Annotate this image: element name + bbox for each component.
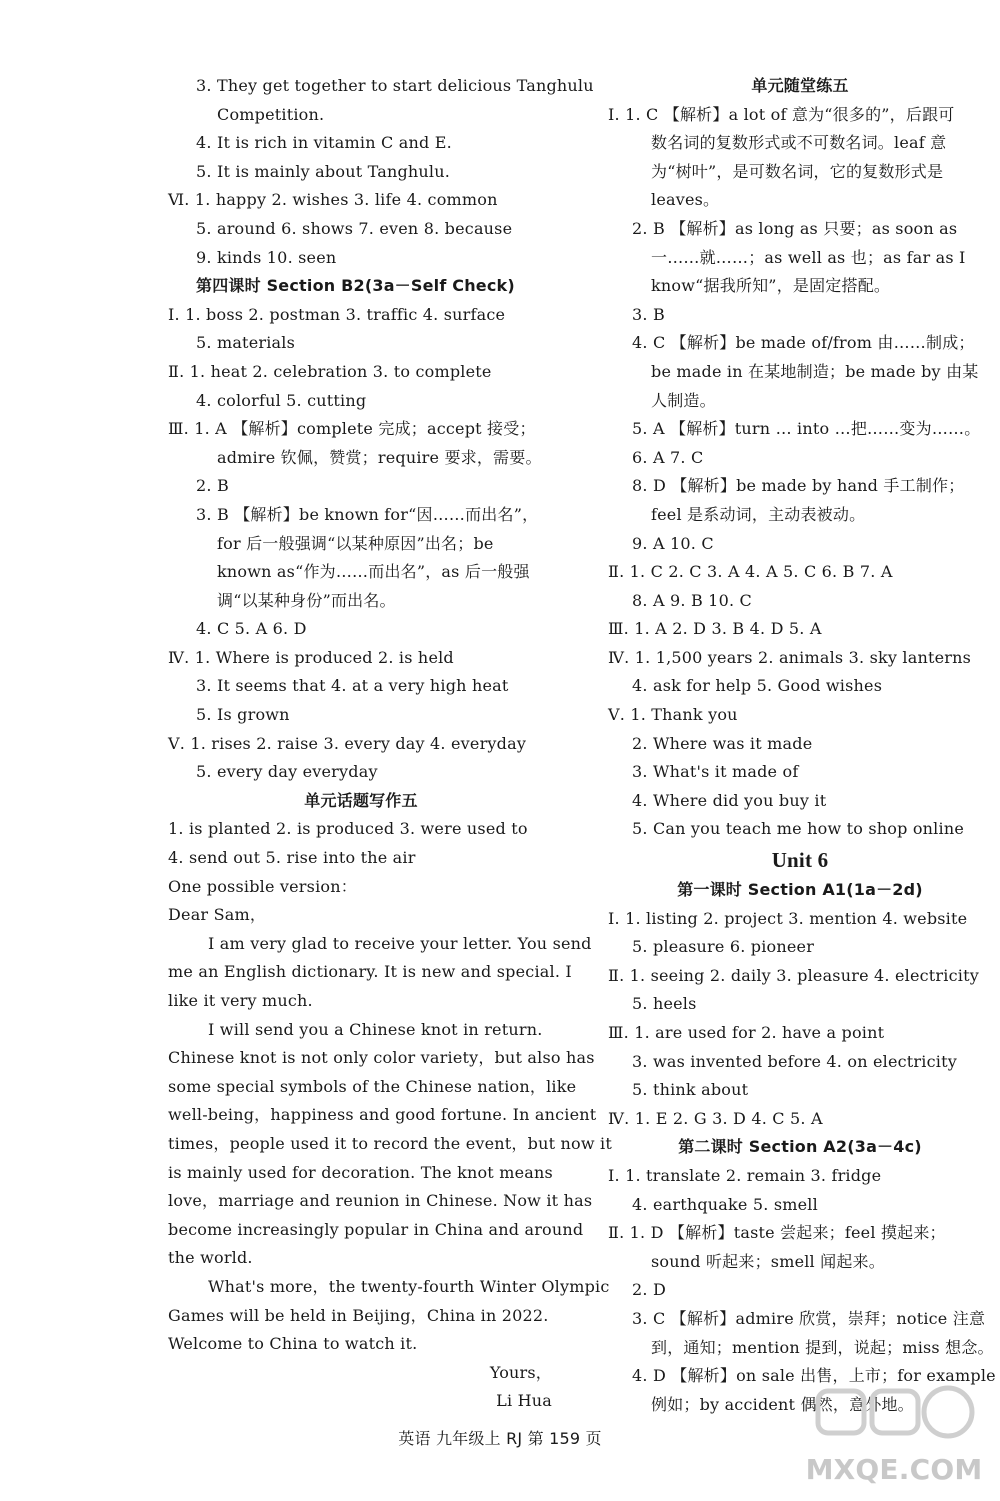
right-column-line: Ⅳ. 1. 1,500 years 2. animals 3. sky lanterns [608, 647, 972, 667]
left-column-line: is mainly used for decoration. The knot means [168, 1162, 553, 1182]
left-column-line: 3. It seems that 4. at a very high heat [196, 676, 509, 696]
left-column-line: I will send you a Chinese knot in return. [208, 1019, 543, 1039]
left-column-line: Dear Sam， [168, 905, 267, 925]
right-column-line: know“据我所知”，是固定搭配。 [651, 276, 891, 296]
right-column-line: 单元随堂练五 [751, 76, 849, 95]
left-column-line: Ⅰ. 1. boss 2. postman 3. traffic 4. surface [168, 304, 506, 324]
right-column-line: 3. What's it made of [632, 762, 799, 782]
left-column-line: times，people used it to record the event，but now it [168, 1133, 612, 1153]
left-column-line: Competition. [217, 104, 325, 124]
left-column-line: Ⅵ. 1. happy 2. wishes 3. life 4. common [168, 190, 498, 210]
left-column-line: 5. around 6. shows 7. even 8. because [196, 218, 513, 238]
left-column-line: Welcome to China to watch it. [168, 1334, 418, 1354]
right-column-line: 8. A 9. B 10. C [632, 590, 752, 610]
right-column-line: 数名词的复数形式或不可数名词。leaf 意 [651, 133, 947, 153]
page-footer: 英语 九年级上 RJ 第 159 页 [398, 1429, 602, 1448]
right-column-line: 5. think about [632, 1080, 749, 1100]
right-column-line: Ⅱ. 1. D 【解析】taste 尝起来；feel 摸起来； [608, 1223, 946, 1243]
right-column-line: Ⅰ. 1. listing 2. project 3. mention 4. website [608, 908, 968, 928]
left-column-line: Chinese knot is not only color variety，but also has [168, 1048, 595, 1068]
right-column-line: 4. D 【解析】on sale 出售，上市；for example [632, 1366, 996, 1386]
left-column-line: become increasingly popular in China and around [168, 1219, 584, 1239]
right-column-line: 5. heels [632, 994, 697, 1014]
left-column-line: 2. B [196, 476, 229, 496]
left-column-line: love，marriage and reunion in Chinese. Now it has [168, 1191, 593, 1211]
left-column-line: Ⅲ. 1. A 【解析】complete 完成；accept 接受； [168, 419, 536, 439]
left-column-line: Ⅳ. 1. Where is produced 2. is held [168, 647, 454, 667]
right-column-line: 第二课时 Section A2(3a－4c) [678, 1137, 922, 1157]
left-column-line: Li Hua [496, 1391, 552, 1411]
left-column-line: 第四课时 Section B2(3a－Self Check) [196, 276, 515, 296]
right-column [608, 72, 996, 1419]
right-column-line: 第一课时 Section A1(1a－2d) [677, 880, 923, 900]
right-column-line: leaves。 [651, 190, 720, 210]
left-column-line: 4. send out 5. rise into the air [168, 848, 416, 868]
right-column-line: Ⅳ. 1. E 2. G 3. D 4. C 5. A [608, 1108, 823, 1128]
right-column-line: 4. earthquake 5. smell [632, 1194, 818, 1214]
left-column-line: 9. kinds 10. seen [196, 247, 337, 267]
right-column-line: Ⅴ. 1. Thank you [608, 705, 738, 725]
left-column-line: like it very much. [168, 991, 313, 1010]
right-column-line: 人制造。 [651, 390, 716, 410]
left-column-line: for 后一般强调“以某种原因”出名；be [217, 533, 494, 553]
left-column-line: 5. It is mainly about Tanghulu. [196, 161, 451, 181]
right-column-line: 4. C 【解析】be made of/from 由……制成； [632, 333, 975, 353]
watermark-text: MXQE.COM [805, 1453, 983, 1486]
left-column-line: What's more，the twenty-fourth Winter Olympic [208, 1276, 610, 1296]
left-column-line: 4. C 5. A 6. D [196, 619, 307, 639]
right-column-line: 2. D [632, 1280, 666, 1300]
left-column-line: One possible version： [168, 876, 357, 896]
right-column-line: 5. A 【解析】turn … into …把……变为……。 [632, 419, 981, 439]
right-column-line: 为“树叶”，是可数名词，它的复数形式是 [651, 161, 944, 181]
right-column-line: sound 听起来；smell 闻起来。 [651, 1251, 885, 1271]
right-column-line: Ⅰ. 1. C 【解析】a lot of 意为“很多的”，后跟可 [608, 104, 955, 124]
right-column-line: 6. A 7. C [632, 447, 704, 467]
left-column-line: 5. materials [196, 333, 295, 353]
right-column-line: Ⅲ. 1. are used for 2. have a point [608, 1023, 885, 1042]
right-column-line: Unit 6 [771, 848, 829, 873]
right-column-line: 例如；by accident 偶然，意外地。 [651, 1394, 914, 1414]
watermark-logo [794, 1381, 994, 1501]
left-column-line: 调“以某种身份”而出名。 [217, 590, 396, 610]
right-column-line: 5. pleasure 6. pioneer [632, 937, 815, 957]
right-column-line: 到，通知；mention 提到，说起；miss 想念。 [651, 1337, 994, 1357]
right-column-line: be made in 在某地制造；be made by 由某 [651, 361, 979, 381]
left-column-line: 5. every day everyday [196, 762, 378, 782]
left-column-line: 4. colorful 5. cutting [196, 390, 367, 410]
left-column-line: known as“作为……而出名”，as 后一般强 [217, 562, 530, 582]
right-column-line: feel 是系动词，主动表被动。 [651, 504, 866, 524]
right-column-line: Ⅰ. 1. translate 2. remain 3. fridge [608, 1165, 882, 1185]
right-column-line: 3. was invented before 4. on electricity [632, 1051, 957, 1071]
right-column-line: 3. B [632, 304, 665, 324]
left-column-line: 3. They get together to start delicious Tanghulu [196, 76, 594, 95]
right-column-line: 9. A 10. C [632, 533, 714, 553]
left-column-line: admire 钦佩，赞赏；require 要求，需要。 [217, 447, 542, 467]
right-column-line: 3. C 【解析】admire 欣赏，崇拜；notice 注意 [632, 1308, 986, 1328]
right-column-line: 2. B 【解析】as long as 只要；as soon as [632, 218, 958, 238]
left-column-line: 1. is planted 2. is produced 3. were used to [168, 819, 528, 839]
left-column-line: well-being，happiness and good fortune. In ancient [168, 1105, 597, 1125]
right-column-line: 2. Where was it made [632, 733, 813, 753]
left-column-line: me an English dictionary. It is new and special. I [168, 962, 572, 982]
left-column-line: Ⅴ. 1. rises 2. raise 3. every day 4. everyday [168, 733, 527, 753]
right-column-line: 一……就……；as well as 也；as far as I [651, 247, 966, 267]
right-column-line: 4. Where did you buy it [632, 790, 827, 810]
left-column-line: Yours， [489, 1362, 552, 1382]
left-column-line: some special symbols of the Chinese nation，like [168, 1076, 577, 1096]
right-column-line: Ⅱ. 1. seeing 2. daily 3. pleasure 4. electricity [608, 965, 979, 985]
left-column-line: 5. Is grown [196, 705, 290, 725]
right-column-line: 4. ask for help 5. Good wishes [632, 676, 883, 696]
right-column-line: Ⅱ. 1. C 2. C 3. A 4. A 5. C 6. B 7. A [608, 562, 893, 582]
right-column-line: Ⅲ. 1. A 2. D 3. B 4. D 5. A [608, 619, 822, 639]
left-column-line: Games will be held in Beijing，China in 2022. [168, 1305, 549, 1325]
left-column [168, 72, 612, 1416]
left-column-line: 3. B 【解析】be known for“因……而出名”， [196, 504, 539, 524]
right-column-line: 8. D 【解析】be made by hand 手工制作； [632, 476, 965, 496]
left-column-line: I am very glad to receive your letter. You send [208, 933, 592, 953]
left-column-line: 4. It is rich in vitamin C and E. [196, 133, 452, 153]
left-column-line: 单元话题写作五 [304, 790, 418, 810]
left-column-line: the world. [168, 1248, 253, 1268]
right-column-line: 5. Can you teach me how to shop online [632, 819, 964, 839]
left-column-line: Ⅱ. 1. heat 2. celebration 3. to complete [168, 361, 492, 381]
